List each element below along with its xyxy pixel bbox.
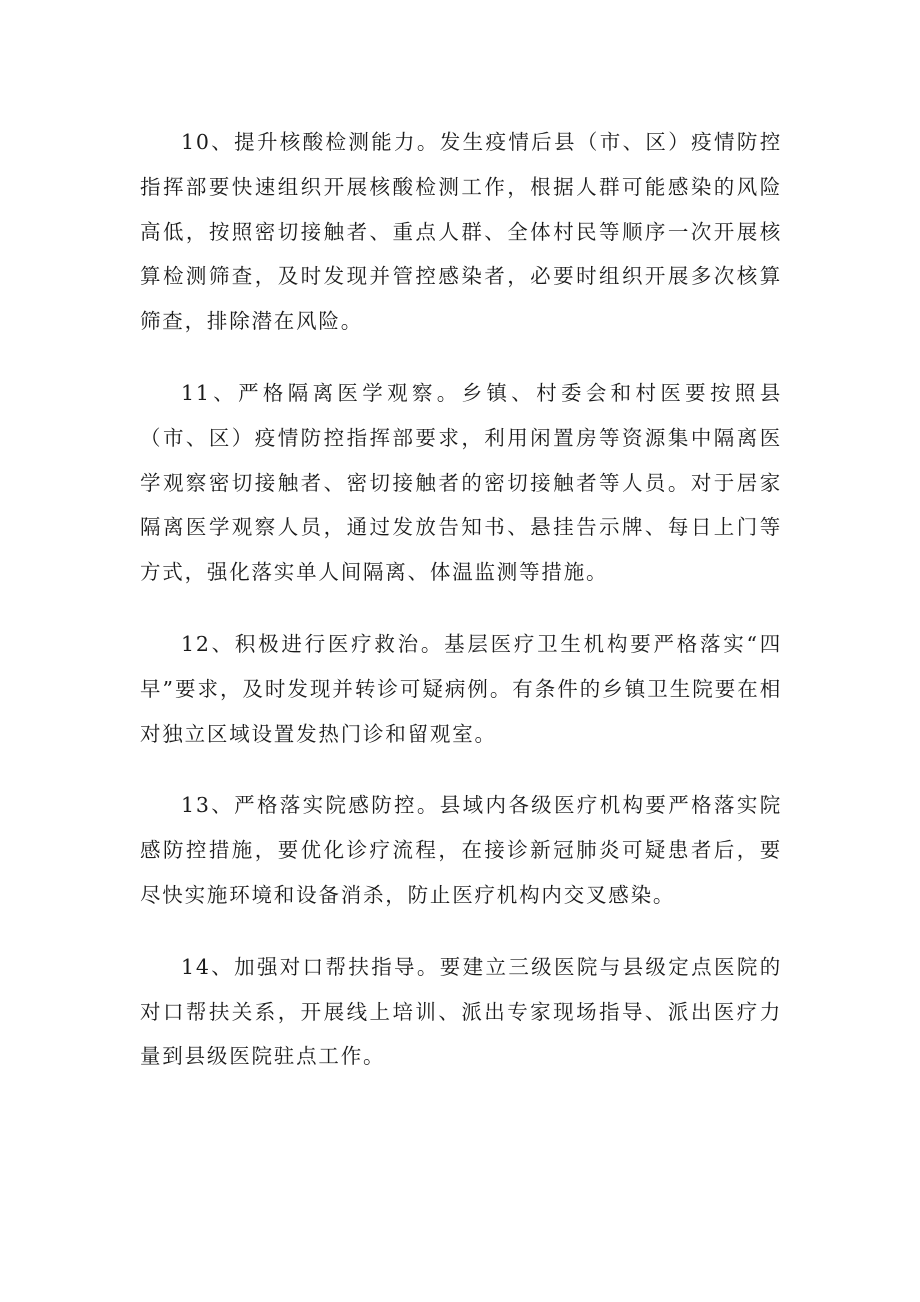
paragraph-item-12: 12、积极进行医疗救治。基层医疗卫生机构要严格落实“四早”要求，及时发现并转诊可疑病例。有条件的乡镇卫生院要在相对独立区域设置发热门诊和留观室。: [140, 631, 782, 746]
document-page: [140, 120, 782, 1106]
paragraph-item-14: 14、加强对口帮扶指导。要建立三级医院与县级定点医院的对口帮扶关系，开展线上培训、派出专家现场指导、派出医疗力量到县级医院驻点工作。: [140, 954, 782, 1069]
paragraph-item-10: 10、提升核酸检测能力。发生疫情后县（市、区）疫情防控指挥部要快速组织开展核酸检测工作，根据人群可能感染的风险高低，按照密切接触者、重点人群、全体村民等顺序一次开展核算检测筛查，及时发现并管控感染者，必要时组织开展多次核算筛查，排除潜在风险。: [140, 130, 782, 334]
paragraph-item-11: 11、严格隔离医学观察。乡镇、村委会和村医要按照县（市、区）疫情防控指挥部要求，利用闲置房等资源集中隔离医学观察密切接触者、密切接触者的密切接触者等人员。对于居家隔离医学观察人员，通过发放告知书、悬挂告示牌、每日上门等方式，强化落实单人间隔离、体温监测等措施。: [140, 380, 782, 585]
paragraph-item-13: 13、严格落实院感防控。县域内各级医疗机构要严格落实院感防控措施，要优化诊疗流程，在接诊新冠肺炎可疑患者后，要尽快实施环境和设备消杀，防止医疗机构内交叉感染。: [140, 793, 782, 907]
